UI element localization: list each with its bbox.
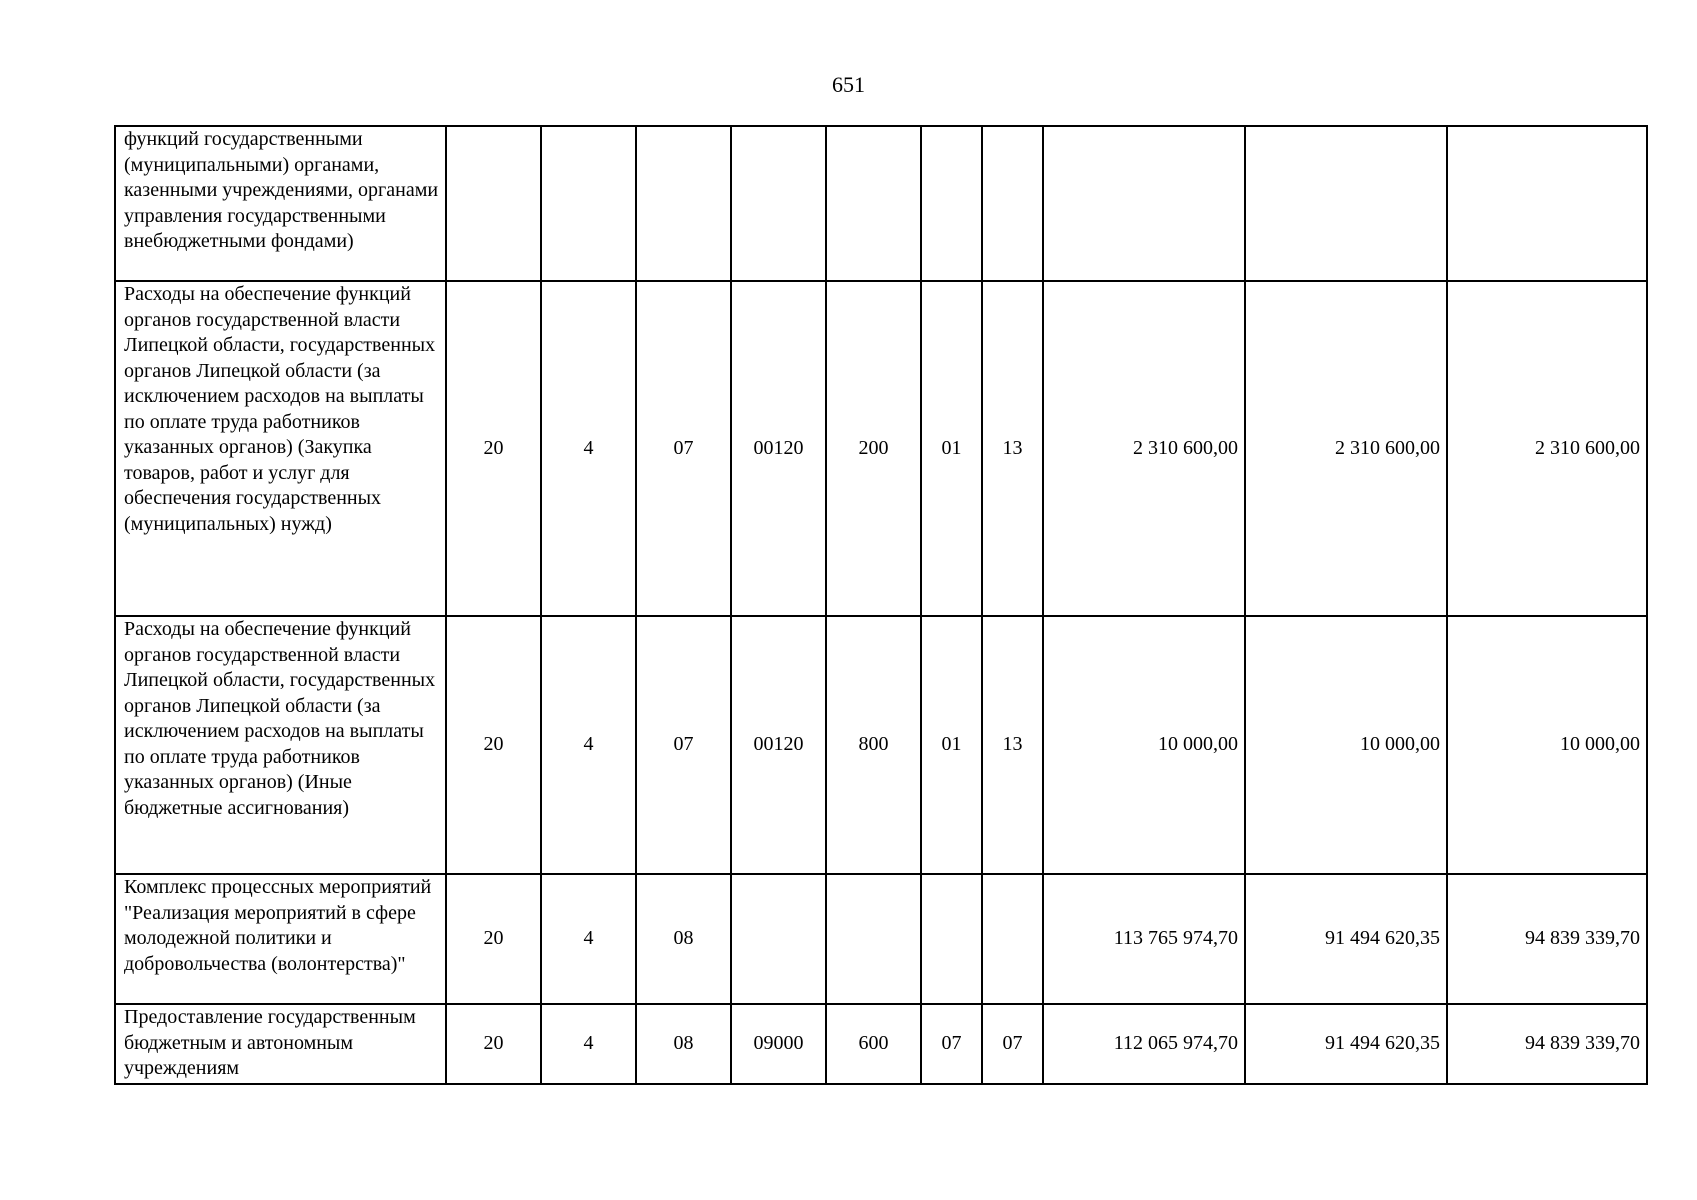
amount-cell: 91 494 620,35 [1245,1004,1447,1084]
code-cell [636,126,731,281]
code-cell [731,874,826,1004]
amount-cell: 2 310 600,00 [1447,281,1647,616]
amount-cell: 113 765 974,70 [1043,874,1245,1004]
code-cell: 00120 [731,616,826,874]
amount-cell [1245,126,1447,281]
amount-cell: 10 000,00 [1043,616,1245,874]
code-cell [982,126,1043,281]
amount-cell: 112 065 974,70 [1043,1004,1245,1084]
code-cell: 4 [541,874,636,1004]
amount-cell: 91 494 620,35 [1245,874,1447,1004]
amount-cell: 94 839 339,70 [1447,1004,1647,1084]
code-cell: 07 [982,1004,1043,1084]
table-row [115,874,1647,1004]
code-cell [731,126,826,281]
row-name-cell: функций государственными (муниципальными) органами, казенными учреждениями, органами управления государственными внебюджетными фондами) [115,126,446,281]
code-cell [826,126,921,281]
code-cell: 4 [541,616,636,874]
code-cell: 13 [982,616,1043,874]
row-name-cell: Предоставление государственным бюджетным и автономным учреждениям [115,1004,446,1084]
amount-cell: 10 000,00 [1447,616,1647,874]
table-row [115,126,1647,281]
table-row [115,281,1647,616]
page-number: 651 [832,72,865,97]
amount-cell: 2 310 600,00 [1043,281,1245,616]
amount-cell: 10 000,00 [1245,616,1447,874]
code-cell: 08 [636,874,731,1004]
code-cell [446,126,541,281]
amount-cell: 2 310 600,00 [1245,281,1447,616]
code-cell [826,874,921,1004]
row-name-cell: Расходы на обеспечение функций органов государственной власти Липецкой области, государственных органов Липецкой области (за исключением расходов на выплаты по оплате труда работников указанных органов) (Иные бюджетные ассигнования) [115,616,446,874]
code-cell [541,126,636,281]
code-cell: 600 [826,1004,921,1084]
code-cell: 01 [921,616,982,874]
code-cell: 20 [446,281,541,616]
code-cell: 4 [541,1004,636,1084]
row-name-cell: Расходы на обеспечение функций органов государственной власти Липецкой области, государственных органов Липецкой области (за исключением расходов на выплаты по оплате труда работников указанных органов) (Закупка товаров, работ и услуг для обеспечения государственных (муниципальных) нужд) [115,281,446,616]
amount-cell [1447,126,1647,281]
code-cell: 01 [921,281,982,616]
code-cell: 08 [636,1004,731,1084]
amount-cell: 94 839 339,70 [1447,874,1647,1004]
code-cell: 07 [636,616,731,874]
code-cell: 4 [541,281,636,616]
code-cell: 20 [446,616,541,874]
code-cell: 07 [636,281,731,616]
code-cell: 800 [826,616,921,874]
code-cell: 20 [446,1004,541,1084]
code-cell: 07 [921,1004,982,1084]
code-cell [921,874,982,1004]
code-cell: 20 [446,874,541,1004]
code-cell: 00120 [731,281,826,616]
code-cell: 200 [826,281,921,616]
table-row [115,616,1647,874]
table-row [115,1004,1647,1084]
code-cell: 13 [982,281,1043,616]
budget-table [114,125,1648,1085]
code-cell [982,874,1043,1004]
amount-cell [1043,126,1245,281]
code-cell [921,126,982,281]
row-name-cell: Комплекс процессных мероприятий "Реализация мероприятий в сфере молодежной политики и добровольчества (волонтерства)" [115,874,446,1004]
code-cell: 09000 [731,1004,826,1084]
